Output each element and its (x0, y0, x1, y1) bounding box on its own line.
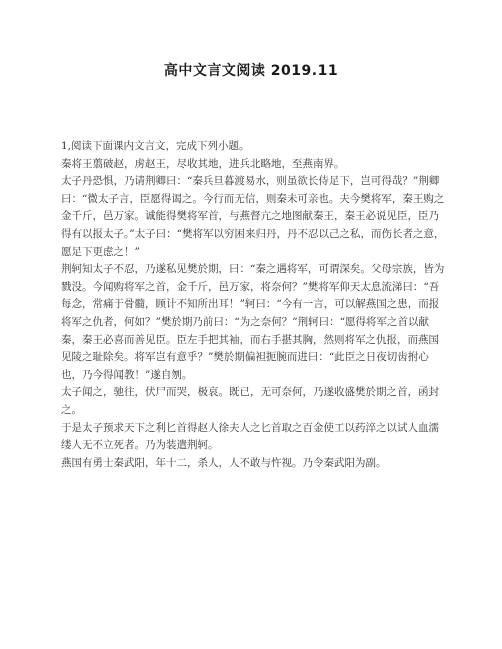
passage-paragraph: 太子丹恐惧，乃请荆卿曰：“秦兵旦暮渡易水，则虽欲长侍足下，岂可得哉？”荆卿曰：“微太子言，臣愿得谒之。今行而无信，则秦未可亲也。夫今樊将军，秦王购之金千斤，邑万家。诚能得樊将军首，与燕督亢之地图献秦王，秦王必说见臣，臣乃得有以报太子。”太子曰：“樊将军以穷困来归丹，丹不忍以己之私，而伤长者之意，愿足下更虑之！” (61, 175, 445, 258)
passage-paragraph: 秦将王翦破赵，虏赵王，尽收其地，进兵北略地，至燕南界。 (61, 157, 345, 170)
passage-paragraph: 于是太子预求天下之利匕首得赵人徐夫人之匕首取之百金使工以药淬之以试人血濡缕人无不立死者。乃为装遣荆轲。 (61, 421, 439, 452)
document-body (61, 138, 446, 472)
question-prompt: 1,阅读下面课内文言文，完成下列小题。 (61, 140, 250, 152)
passage-paragraph: 燕国有勇士秦武阳，年十二，杀人，人不敢与忤视。乃令秦武阳为副。 (61, 456, 387, 469)
passage-paragraph: 太子闻之，驰往，伏尸而哭，极哀。既已，无可奈何，乃遂收盛樊於期之首，函封之。 (61, 386, 439, 416)
document-title: 高中文言文阅读 2019.11 (163, 63, 339, 79)
passage-paragraph: 荆轲知太子不忍，乃遂私见樊於期，曰：“秦之遇将军，可谓深矣。父母宗族，皆为戮没。今闻购将军之首，金千斤，邑万家，将奈何？”樊将军仰天太息流涕曰：“吾每念，常痛于骨髓，顾计不知所出耳！”轲曰：“今有一言，可以解燕国之患，而报将军之仇者，何如？”樊於期乃前曰：“为之奈何？”荆轲曰：“愿得将军之首以献秦，秦王必喜而善见臣。臣左手把其袖，而右手揕其胸，然则将军之仇报，而燕国见陵之耻除矣。将军岂有意乎？”樊於期偏袒扼腕而进曰：“此臣之日夜切齿拊心也，乃今得闻教！”遂自刎。 (61, 263, 445, 381)
